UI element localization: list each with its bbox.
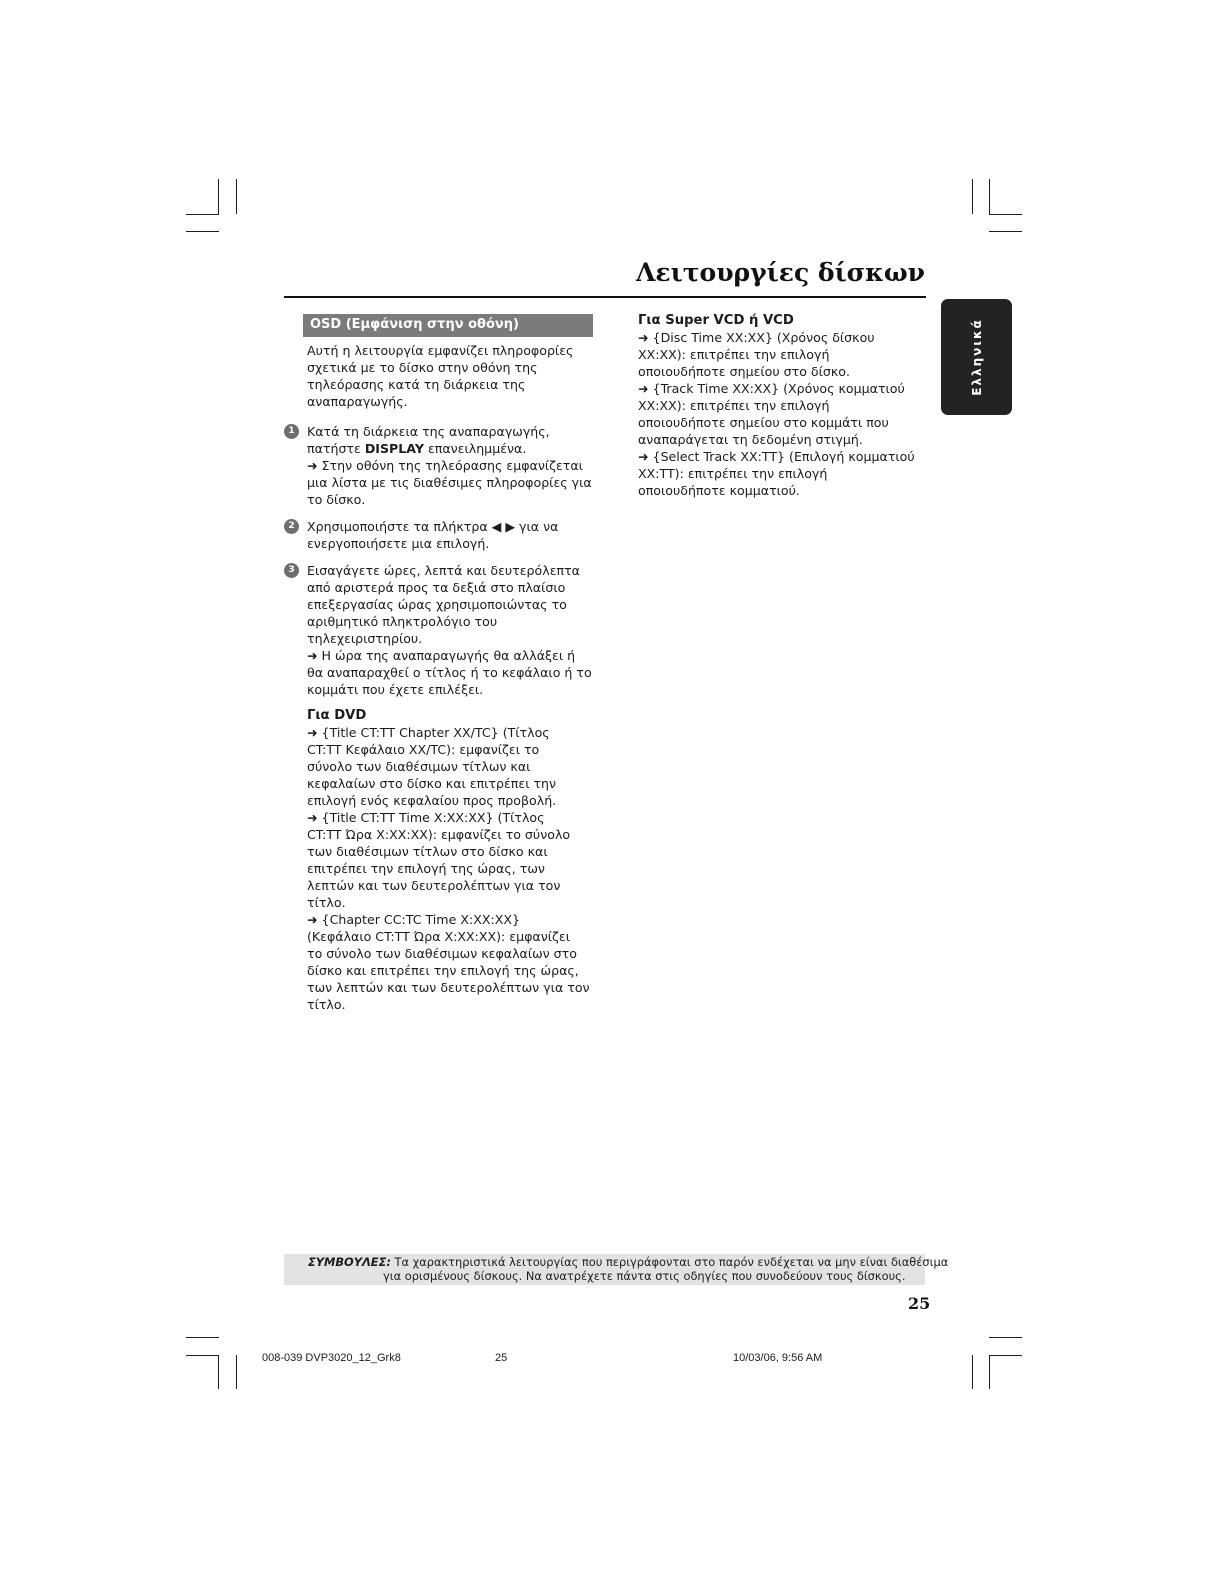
option-line: των διαθέσιμων τίτλων στο δίσκο και bbox=[307, 844, 548, 859]
step-line: αριθμητικό πληκτρολόγιο του bbox=[307, 614, 498, 629]
step-line: ενεργοποιήσετε μια επιλογή. bbox=[307, 536, 490, 551]
crop-mark bbox=[989, 231, 1022, 232]
right-column bbox=[638, 312, 923, 499]
crop-mark bbox=[989, 1355, 990, 1389]
step-line: πατήστε DISPLAY επανειλημμένα. bbox=[307, 441, 527, 456]
option-line: αναπαράγεται τη δεδομένη στιγμή. bbox=[638, 432, 863, 447]
crop-mark bbox=[218, 179, 219, 214]
crop-mark bbox=[218, 1355, 219, 1389]
intro-line: αναπαραγωγής. bbox=[307, 394, 408, 409]
footer-date: 10/03/06, 9:56 AM bbox=[733, 1352, 823, 1364]
option-line: ➜ {Title CT:TT Time X:XX:XX} (Τίτλος bbox=[307, 810, 545, 825]
option-line: ➜ {Chapter CC:TC Time X:XX:XX} bbox=[307, 912, 520, 927]
title-rule bbox=[284, 296, 926, 298]
step-line: κομμάτι που έχετε επιλέξει. bbox=[307, 682, 484, 697]
option-line: δίσκο και επιτρέπει την επιλογή της ώρας, bbox=[307, 963, 579, 978]
option-line: των λεπτών και των δευτερολέπτων για τον bbox=[307, 980, 590, 995]
section-heading: OSD (Εμφάνιση στην οθόνη) bbox=[310, 317, 519, 332]
crop-mark bbox=[972, 1355, 973, 1389]
crop-mark bbox=[989, 1337, 1022, 1338]
option-line: XX:TT): επιτρέπει την επιλογή bbox=[638, 466, 828, 481]
display-key-label: DISPLAY bbox=[364, 441, 424, 456]
option-line: ➜ {Disc Time XX:XX} (Χρόνος δίσκου bbox=[638, 330, 875, 345]
intro-line: τηλεόρασης κατά τη διάρκεια της bbox=[307, 377, 526, 392]
crop-mark bbox=[236, 1355, 237, 1389]
step-line: Εισαγάγετε ώρες, λεπτά και δευτερόλεπτα bbox=[307, 563, 580, 578]
dvd-options bbox=[307, 724, 595, 1013]
language-tab bbox=[941, 299, 1012, 415]
step-line: το δίσκο. bbox=[307, 492, 366, 507]
crop-mark bbox=[989, 214, 1022, 215]
crop-mark bbox=[236, 179, 237, 214]
tips-line-1: ΣΥΜΒΟΥΛΕΣ: Τα χαρακτηριστικά λειτουργίας που περιγράφονται στο παρόν ενδέχεται να μην είναι διαθέσιμα bbox=[308, 1255, 949, 1269]
option-line: XX:XX): επιτρέπει την επιλογή bbox=[638, 398, 830, 413]
step-line: Χρησιμοποιήστε τα πλήκτρα ◀ ▶ για να bbox=[307, 519, 559, 534]
option-line: επιλογή ενός κεφαλαίου προς προβολή. bbox=[307, 793, 557, 808]
option-line: το σύνολο των διαθέσιμων κεφαλαίων στο bbox=[307, 946, 577, 961]
dvd-heading: Για DVD bbox=[307, 708, 367, 723]
option-line: τίτλο. bbox=[307, 895, 346, 910]
vcd-heading: Για Super VCD ή VCD bbox=[638, 313, 794, 328]
option-line: σύνολο των διαθέσιμων τίτλων και bbox=[307, 759, 531, 774]
option-line: XX:XX): επιτρέπει την επιλογή bbox=[638, 347, 830, 362]
step-number-badge: 3 bbox=[284, 563, 299, 578]
option-line: λεπτών και των δευτερολέπτων για τον bbox=[307, 878, 561, 893]
option-line: CT:TT Ώρα X:XX:XX): εμφανίζει το σύνολο bbox=[307, 827, 571, 842]
crop-mark bbox=[186, 1337, 219, 1338]
step-number-badge: 1 bbox=[284, 424, 299, 439]
step-2 bbox=[288, 518, 595, 552]
language-tab-label: Ελληνικά bbox=[969, 318, 984, 396]
step-line: ➜ Στην οθόνη της τηλεόρασης εμφανίζεται bbox=[307, 458, 583, 473]
crop-mark bbox=[186, 231, 219, 232]
tips-box bbox=[284, 1254, 949, 1285]
option-line: οποιουδήποτε σημείου στο δίσκο. bbox=[638, 364, 851, 379]
option-line: επιτρέπει την επιλογή της ώρας, των bbox=[307, 861, 545, 876]
vcd-options bbox=[638, 329, 923, 499]
page-number: 25 bbox=[908, 1294, 931, 1313]
step-line: από αριστερά προς τα δεξιά στο πλαίσιο bbox=[307, 580, 566, 595]
step-line: τηλεχειριστηρίου. bbox=[307, 631, 423, 646]
option-line: κεφαλαίων στο δίσκο και επιτρέπει την bbox=[307, 776, 557, 791]
page-title: Λειτουργίες δίσκων bbox=[636, 258, 925, 287]
section-heading-bar bbox=[303, 314, 593, 337]
crop-mark bbox=[989, 179, 990, 214]
step-number-badge: 2 bbox=[284, 519, 299, 534]
option-line: (Κεφάλαιο CT:TT Ώρα X:XX:XX): εμφανίζει bbox=[307, 929, 570, 944]
step-line: μια λίστα με τις διαθέσιμες πληροφορίες για bbox=[307, 475, 592, 490]
intro-line: σχετικά με το δίσκο στην οθόνη της bbox=[307, 360, 538, 375]
option-line: τίτλο. bbox=[307, 997, 346, 1012]
footer-page: 25 bbox=[495, 1352, 508, 1364]
step-line: Κατά τη διάρκεια της αναπαραγωγής, bbox=[307, 424, 550, 439]
crop-mark bbox=[972, 179, 973, 214]
step-line: ➜ Η ώρα της αναπαραγωγής θα αλλάξει ή bbox=[307, 648, 576, 663]
tips-label: ΣΥΜΒΟΥΛΕΣ: bbox=[308, 1255, 391, 1269]
option-line: ➜ {Select Track XX:TT} (Επιλογή κομματιού bbox=[638, 449, 915, 464]
option-line: CT:TT Κεφάλαιο XX/TC): εμφανίζει το bbox=[307, 742, 540, 757]
crop-mark bbox=[989, 1355, 1022, 1356]
step-line: θα αναπαραχθεί ο τίτλος ή το κεφάλαιο ή το bbox=[307, 665, 592, 680]
intro-line: Αυτή η λειτουργία εμφανίζει πληροφορίες bbox=[307, 343, 574, 358]
step-3 bbox=[288, 562, 595, 698]
option-line: ➜ {Title CT:TT Chapter XX/TC} (Τίτλος bbox=[307, 725, 550, 740]
tips-line-2: για ορισμένους δίσκους. Να ανατρέχετε πάντα στις οδηγίες που συνοδεύουν τους δίσκους. bbox=[383, 1269, 906, 1283]
option-line: ➜ {Track Time XX:XX} (Χρόνος κομματιού bbox=[638, 381, 905, 396]
step-1 bbox=[288, 423, 595, 508]
footer-file-name: 008-039 DVP3020_12_Grk8 bbox=[262, 1352, 401, 1364]
option-line: οποιουδήποτε κομματιού. bbox=[638, 483, 800, 498]
step-line: επεξεργασίας ώρας χρησιμοποιώντας το bbox=[307, 597, 567, 612]
left-column bbox=[288, 342, 595, 1013]
crop-mark bbox=[186, 1355, 219, 1356]
option-line: οποιουδήποτε σημείου στο κομμάτι που bbox=[638, 415, 889, 430]
crop-mark bbox=[186, 214, 219, 215]
